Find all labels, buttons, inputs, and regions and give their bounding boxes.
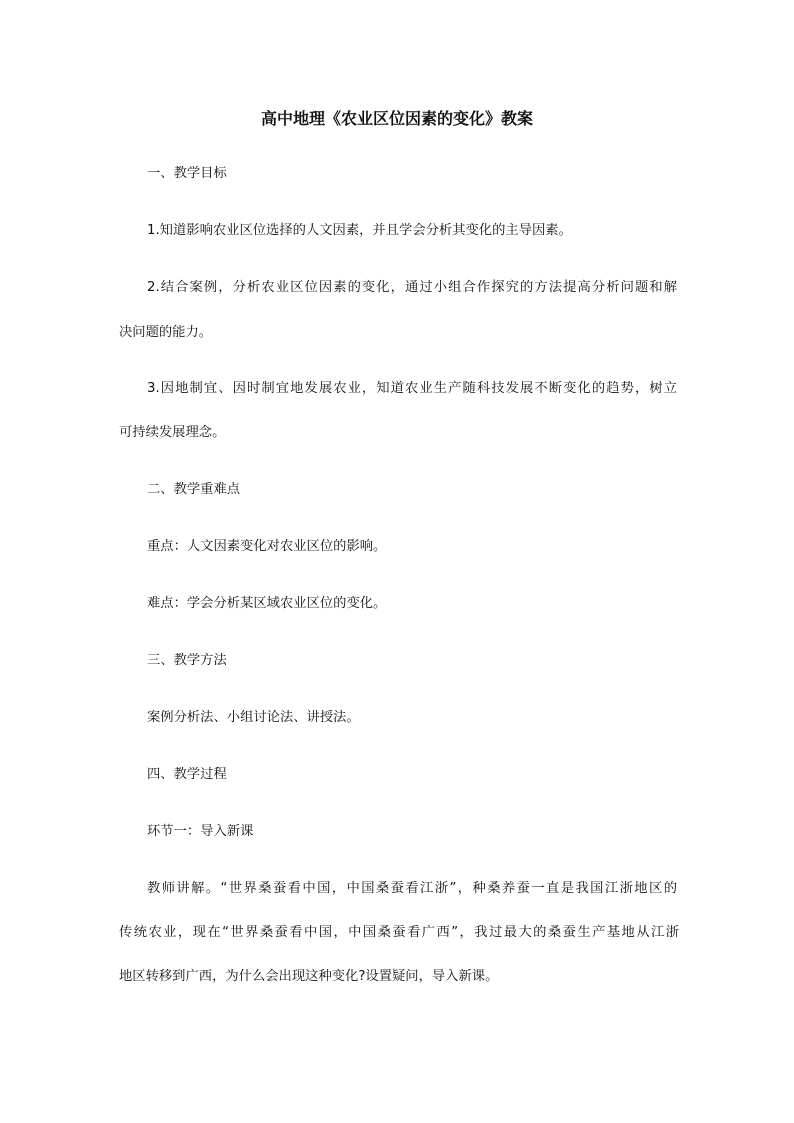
section-heading-process: 四、教学过程 — [147, 767, 227, 782]
step-one-paragraph-line-2: 传统农业，现在“世界桑蚕看中国，中国桑蚕看广西”，我过最大的桑蚕生产基地从江浙 — [119, 925, 679, 940]
section-heading-methods: 三、教学方法 — [147, 653, 227, 668]
step-one-paragraph-line-3: 地区转移到广西，为什么会出现这种变化?设置疑问，导入新课。 — [119, 969, 499, 984]
goal-item-3-line-1: 3.因地制宜、因时制宜地发展农业，知道农业生产随科技发展不断变化的趋势，树立 — [147, 381, 677, 396]
step-one-heading: 环节一：导入新课 — [147, 824, 254, 839]
goal-item-1: 1.知道影响农业区位选择的人文因素，并且学会分析其变化的主导因素。 — [147, 223, 572, 238]
methods-text: 案例分析法、小组讨论法、讲授法。 — [147, 710, 360, 725]
document-title: 高中地理《农业区位因素的变化》教案 — [260, 109, 533, 128]
section-heading-goals: 一、教学目标 — [147, 166, 227, 181]
difficult-point-text: 难点：学会分析某区域农业区位的变化。 — [147, 596, 387, 611]
key-point-text: 重点：人文因素变化对农业区位的影响。 — [147, 539, 387, 554]
step-one-paragraph-line-1: 教师讲解。“世界桑蚕看中国，中国桑蚕看江浙”，种桑养蚕一直是我国江浙地区的 — [147, 881, 677, 896]
goal-item-3-line-2: 可持续发展理念。 — [119, 425, 226, 440]
section-heading-key-points: 二、教学重难点 — [147, 482, 241, 497]
goal-item-2-line-2: 决问题的能力。 — [119, 325, 213, 340]
goal-item-2-line-1: 2.结合案例，分析农业区位因素的变化，通过小组合作探究的方法提高分析问题和解 — [147, 280, 677, 295]
